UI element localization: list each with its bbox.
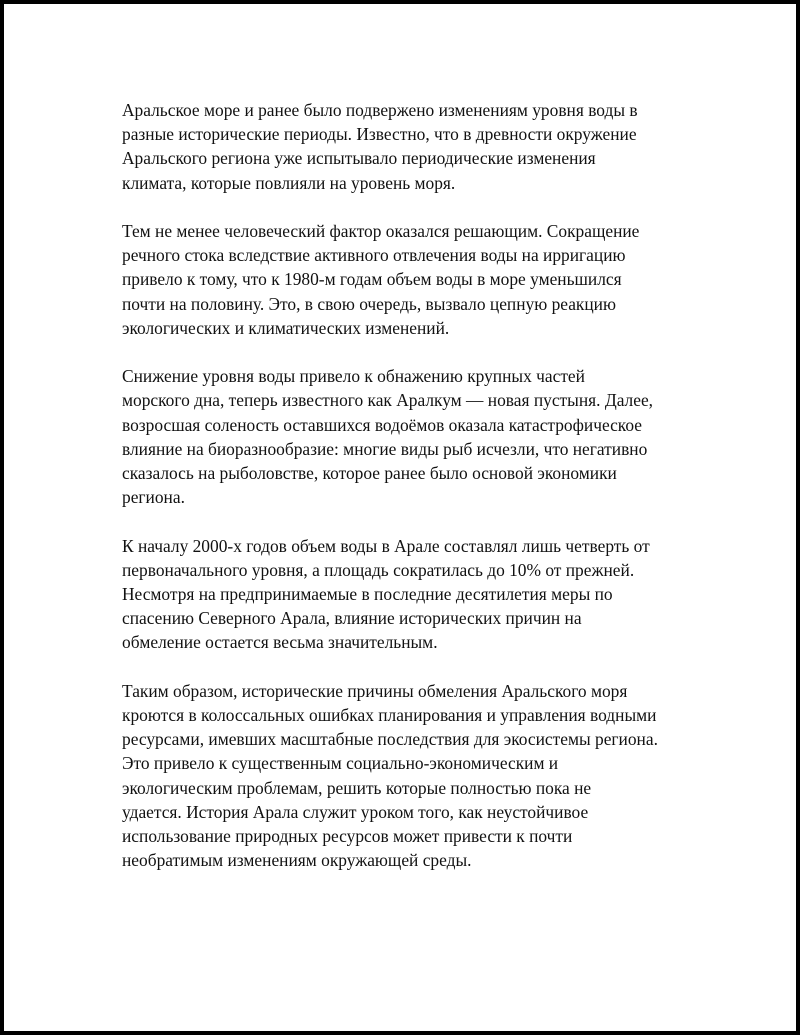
text-line: спасению Северного Арала, влияние исторических причин на <box>122 608 582 629</box>
paragraph-2 <box>122 219 692 340</box>
text-line: ресурсами, имевших масштабные последствия для экосистемы региона. <box>122 729 658 750</box>
text-line: Несмотря на предпринимаемые в последние десятилетия меры по <box>122 584 613 605</box>
text-line: речного стока вследствие активного отвлечения воды на ирригацию <box>122 245 626 266</box>
text-line: региона. <box>122 487 185 508</box>
text-line: необратимым изменениям окружающей среды. <box>122 850 472 871</box>
text-line: Это привело к существенным социально-экономическим и <box>122 753 559 774</box>
text-line: первоначального уровня, а площадь сократилась до 10% от прежней. <box>122 559 635 580</box>
text-line: разные исторические периоды. Известно, что в древности окружение <box>122 124 637 145</box>
text-line: Аральского региона уже испытывало периодические изменения <box>122 148 596 169</box>
text-line: почти на половину. Это, в свою очередь, вызвало цепную реакцию <box>122 293 616 314</box>
text-line: влияние на биоразнообразие: многие виды рыб исчезли, что негативно <box>122 438 648 459</box>
text-line: Тем не менее человеческий фактор оказался решающим. Сокращение <box>122 221 640 241</box>
text-line: Таким образом, исторические причины обмеления Аральского моря <box>122 680 628 701</box>
paragraph-3 <box>122 364 692 509</box>
paragraph-5 <box>122 679 692 873</box>
text-line: сказалось на рыболовстве, которое ранее было основой экономики <box>122 463 617 484</box>
paragraph-1 <box>122 98 692 195</box>
text-line: морского дна, теперь известного как Аралкум — новая пустыня. Далее, <box>122 390 654 411</box>
text-line: К началу 2000-х годов объем воды в Арале составлял лишь четверть от <box>122 535 650 556</box>
text-line: Снижение уровня воды привело к обнажению крупных частей <box>122 366 585 387</box>
text-line: использование природных ресурсов может привести к почти <box>122 826 573 847</box>
text-line: климата, которые повлияли на уровень моря. <box>122 172 456 193</box>
text-line: кроются в колоссальных ошибках планирования и управления водными <box>122 705 657 726</box>
paragraph-4 <box>122 534 692 655</box>
text-line: привело к тому, что к 1980-м годам объем воды в море уменьшился <box>122 269 622 290</box>
text-line: Аральское море и ранее было подвержено изменениям уровня воды в <box>122 100 638 120</box>
text-line: экологическим проблемам, решить которые полностью пока не <box>122 777 592 798</box>
document-body <box>122 98 692 897</box>
text-line: удается. История Арала служит уроком того, как неустойчивое <box>122 801 589 822</box>
text-line: экологических и климатических изменений. <box>122 317 450 338</box>
text-line: возросшая соленость оставшихся водоёмов оказала катастрофическое <box>122 414 643 435</box>
text-line: обмеление остается весьма значительным. <box>122 632 438 653</box>
